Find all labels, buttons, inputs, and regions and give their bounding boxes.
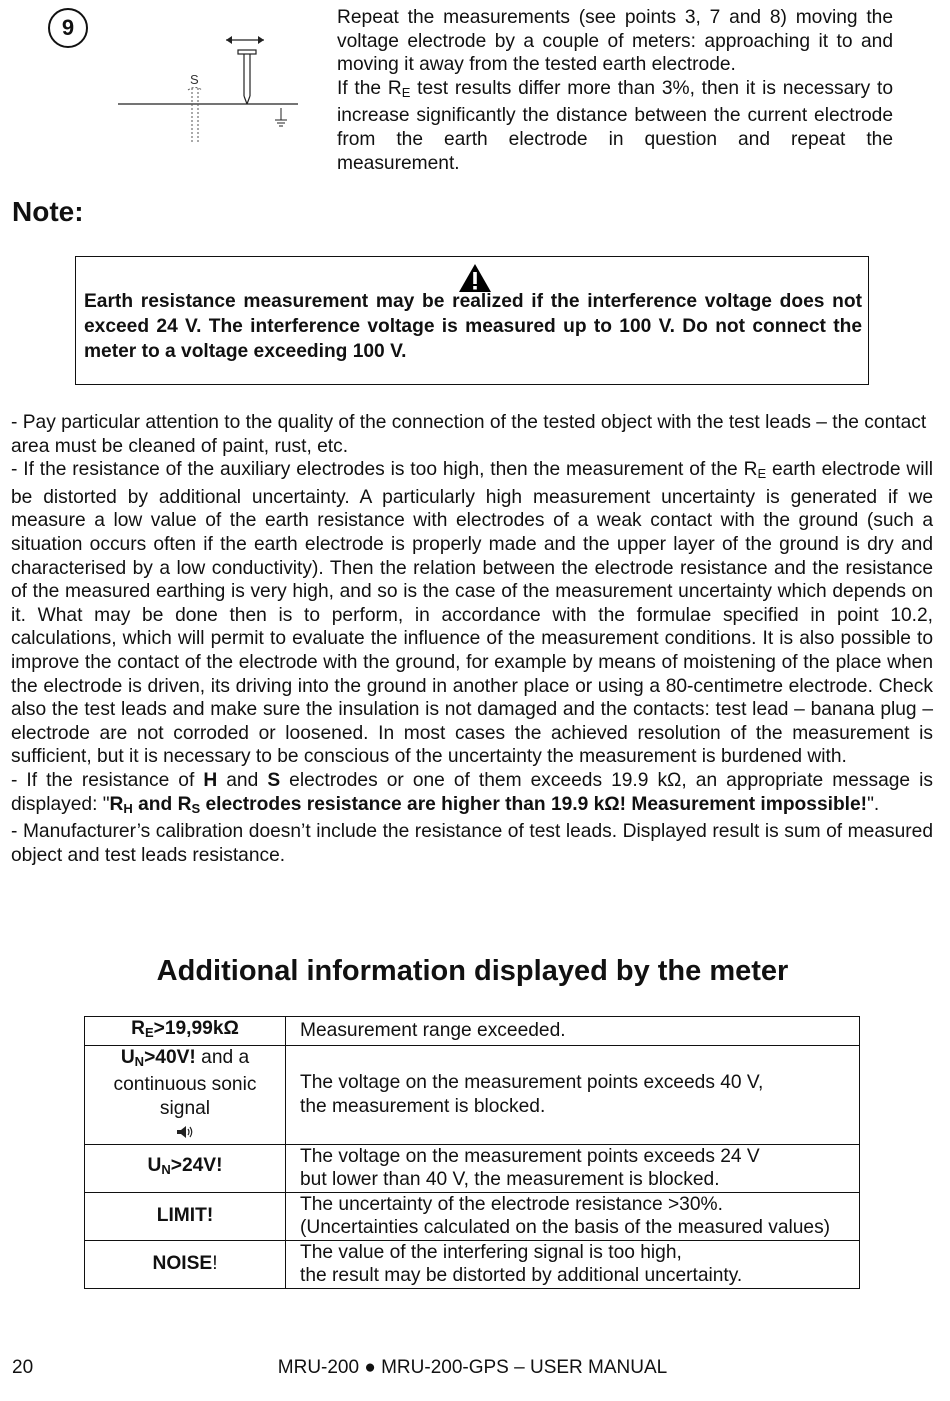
page-number: 20 — [12, 1357, 34, 1378]
electrode-diagram — [118, 30, 303, 150]
paragraph-test-lead-connection: - Pay particular attention to the quality of the connection of the tested object with the test leads – the contact area must be cleaned of paint, rust, etc. — [11, 412, 927, 457]
text: U — [147, 1155, 162, 1177]
text: Measurement range exceeded. — [300, 1020, 566, 1041]
message-code — [85, 1017, 286, 1046]
message-code — [85, 1240, 286, 1288]
text: and R — [132, 793, 192, 815]
text: electrodes resistance are higher than 19.9 kΩ! Measurement impossible! — [200, 793, 868, 815]
message-code — [85, 1144, 286, 1192]
paragraph-auxiliary-electrodes — [11, 458, 933, 769]
text: >40V! — [144, 1046, 196, 1068]
text: U — [120, 1046, 135, 1068]
text: The value of the interfering signal is too high, — [300, 1241, 682, 1263]
paragraph-calibration: - Manufacturer’s calibration doesn’t include the resistance of test leads. Displayed result is sum of measured object and test leads resistance. — [11, 821, 933, 866]
message-description — [286, 1045, 860, 1144]
text: the measurement is blocked. — [300, 1095, 546, 1117]
text: and a continuous sonic signal — [113, 1046, 257, 1119]
text: The voltage on the measurement points exceeds 40 V, — [300, 1072, 764, 1093]
text: and — [217, 769, 268, 791]
text: but lower than 40 V, the measurement is blocked. — [300, 1169, 720, 1190]
table-row — [85, 1192, 860, 1240]
paragraph-aux-end: earth electrode will be distorted by additional uncertainty. A particularly high measurement uncertainty is generated if we measure a low value of the earth resistance with electrodes of a weak contact with the ground (such a situation occurs often if the earth electrode is properly made and the upper layer of the ground is dry and characterised by a low conductivity). Then the relation between the electrode resistance and the resistance of the measured earthing is very high, and so is the case of the measurement uncertainty which depends on it. What may be done then is to perform, in accordance with the formulae specified in point 10.2, calculations, which will permit to evaluate the influence of the measurement conditions. It is also possible to improve the contact of the electrode with the ground, for example by means of moistening of the place when the electrode is driven, its driving into the ground in another place or using a 80-centimetre electrode. Check also the test leads and make sure the insulation is not damaged and the contacts: test lead – banana plug – electrode are not corroded or loosened. In most cases the achieved resolution of the measurement is sufficient, but it is necessary to be conscious of the uncertainty the measurement is burdened with. — [11, 459, 934, 768]
message-description — [286, 1192, 860, 1240]
step-9-text — [337, 6, 893, 175]
warning-box — [75, 256, 869, 385]
section-title: Additional information displayed by the meter — [156, 955, 789, 987]
step-number-badge: 9 — [48, 8, 88, 48]
h-electrode-label: H — [203, 769, 218, 791]
meter-messages-table — [84, 1016, 860, 1289]
text: R — [109, 793, 124, 815]
notes-body — [11, 411, 933, 867]
table-row — [85, 1017, 860, 1046]
text: LIMIT! — [156, 1205, 214, 1227]
text: >24V! — [170, 1155, 223, 1177]
text: NOISE — [152, 1253, 213, 1275]
manual-title: MRU-200 ● MRU-200-GPS – USER MANUAL — [277, 1357, 668, 1378]
text: electrodes or one of them exceeds 19.9 kΩ, an appropriate message is displayed: " — [11, 769, 933, 815]
step-9-paragraph-2-start: If the R — [337, 77, 402, 99]
s-electrode-label: S — [267, 769, 281, 791]
s-subscript: S — [191, 800, 201, 816]
subscript: E — [144, 1025, 154, 1040]
re-subscript: E — [401, 84, 411, 100]
table-row — [85, 1144, 860, 1192]
message-description — [286, 1017, 860, 1046]
text: >19,99kΩ — [153, 1018, 239, 1039]
text: ! — [212, 1253, 218, 1275]
speaker-icon — [175, 1124, 195, 1140]
table-row — [85, 1240, 860, 1288]
text: The voltage on the measurement points exceeds 24 V — [300, 1145, 760, 1167]
text: The uncertainty of the electrode resistance >30%. (Uncertainties calculated on the basis of the measured values) — [300, 1193, 831, 1238]
text: R — [131, 1018, 145, 1039]
paragraph-aux-start: - If the resistance of the auxiliary electrodes is too high, then the measurement of the R — [11, 459, 758, 481]
step-9-paragraph-2-end: test results differ more than 3%, then it is necessary to increase significantly the distance between the current electrode from the earth electrode in question and repeat the measurement. — [337, 77, 893, 174]
subscript: N — [134, 1053, 145, 1069]
table-row — [85, 1045, 860, 1144]
text: the result may be distorted by additional uncertainty. — [300, 1265, 743, 1286]
text: ". — [867, 793, 880, 815]
re-subscript: E — [757, 466, 767, 482]
text: - If the resistance of — [11, 769, 204, 791]
message-description — [286, 1144, 860, 1192]
message-description — [286, 1240, 860, 1288]
message-code — [85, 1045, 286, 1144]
warning-text: Earth resistance measurement may be realized if the interference voltage does not exceed 24 V. The interference voltage is measured up to 100 V. Do not connect the meter to a voltage exceeding 100 V. — [84, 291, 862, 362]
displayed-message — [110, 794, 868, 815]
h-subscript: H — [123, 800, 133, 816]
step-9-paragraph-1: Repeat the measurements (see points 3, 7 and 8) moving the voltage electrode by a couple of meters: approaching it to and moving it away from the tested earth electrode. — [337, 7, 893, 76]
subscript: N — [161, 1162, 171, 1178]
message-code — [85, 1192, 286, 1240]
note-heading: Note: — [12, 196, 84, 227]
paragraph-electrode-resistance-message — [11, 769, 933, 820]
diagram-label-s: S — [190, 72, 199, 87]
